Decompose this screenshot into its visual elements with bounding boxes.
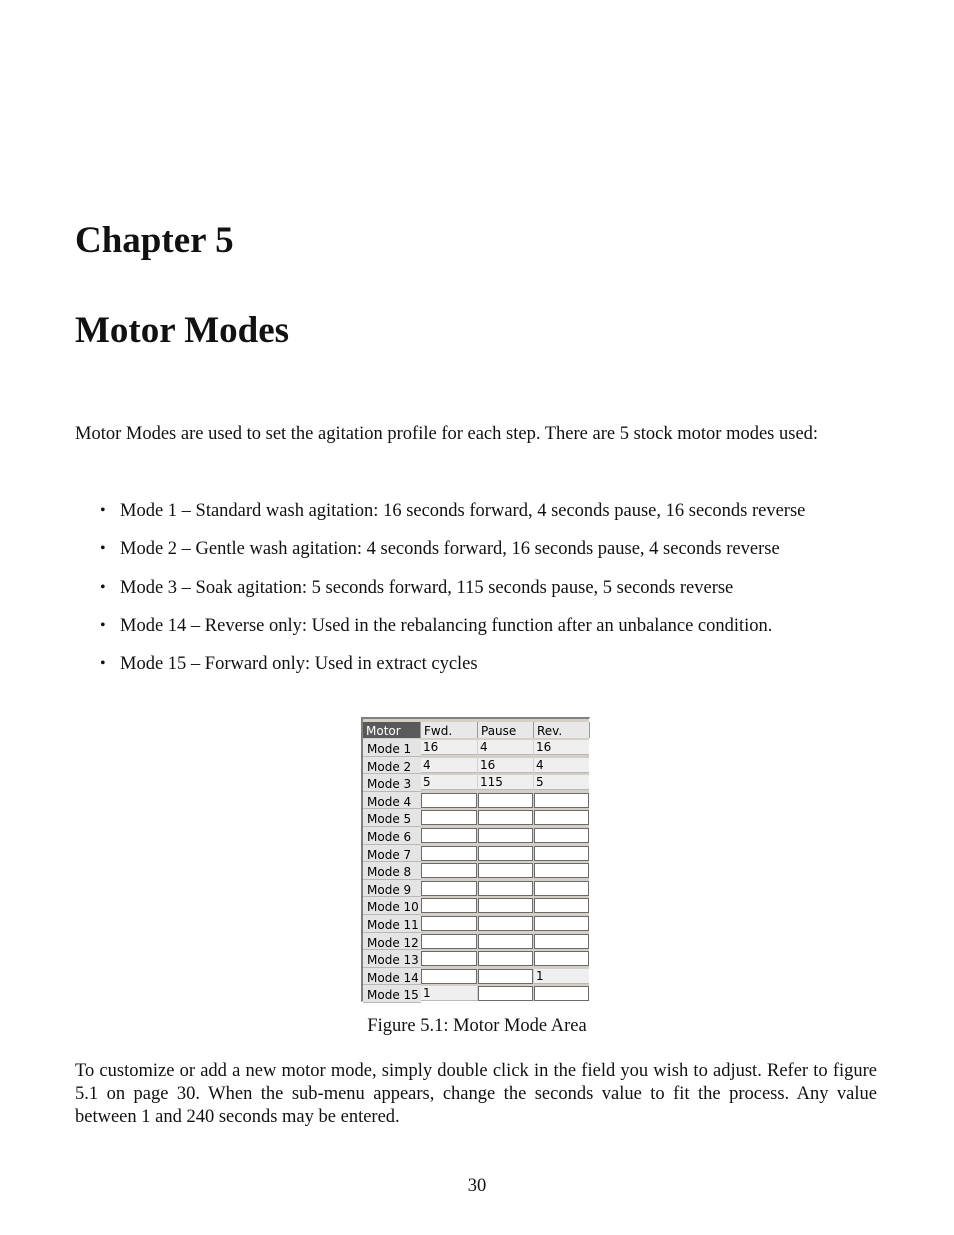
fwd-cell[interactable]	[421, 810, 477, 825]
pause-cell[interactable]	[478, 810, 533, 825]
grid-header-row	[363, 722, 590, 738]
row-label: Mode 3	[363, 774, 421, 792]
pause-cell[interactable]	[478, 969, 533, 984]
figure-caption: Figure 5.1: Motor Mode Area	[367, 1016, 587, 1036]
fwd-cell[interactable]: 1	[421, 986, 477, 1001]
row-label: Mode 6	[363, 827, 421, 845]
header-pause: Pause	[478, 722, 534, 738]
rev-cell[interactable]	[534, 986, 589, 1001]
table-row	[363, 862, 590, 880]
table-row	[363, 968, 590, 986]
table-row	[363, 809, 590, 827]
row-label: Mode 14	[363, 968, 421, 986]
fwd-cell[interactable]	[421, 898, 477, 913]
list-item-text: Mode 3 – Soak agitation: 5 seconds forward, 115 seconds pause, 5 seconds reverse	[120, 577, 734, 598]
pause-cell[interactable]	[478, 986, 533, 1001]
chapter-label: Chapter 5	[75, 220, 234, 261]
row-label: Mode 11	[363, 915, 421, 933]
header-fwd: Fwd.	[421, 722, 478, 738]
row-label: Mode 8	[363, 862, 421, 880]
fwd-cell[interactable]	[421, 863, 477, 878]
row-label: Mode 15	[363, 985, 421, 1003]
fwd-cell[interactable]: 16	[421, 740, 477, 755]
row-label: Mode 9	[363, 880, 421, 898]
table-row	[363, 845, 590, 863]
intro-paragraph: Motor Modes are used to set the agitation profile for each step. There are 5 stock motor modes used:	[75, 424, 819, 444]
table-row	[363, 792, 590, 810]
page-number: 30	[467, 1176, 487, 1196]
pause-cell[interactable]: 115	[478, 775, 533, 790]
row-label: Mode 7	[363, 845, 421, 863]
pause-cell[interactable]	[478, 828, 533, 843]
rev-cell[interactable]	[534, 863, 589, 878]
list-item	[100, 652, 890, 690]
rev-cell[interactable]: 4	[534, 758, 589, 773]
rev-cell[interactable]	[534, 916, 589, 931]
rev-cell[interactable]	[534, 951, 589, 966]
fwd-cell[interactable]	[421, 881, 477, 896]
pause-cell[interactable]	[478, 951, 533, 966]
rev-cell[interactable]	[534, 810, 589, 825]
fwd-cell[interactable]: 5	[421, 775, 477, 790]
list-item	[100, 499, 890, 537]
table-row	[363, 933, 590, 951]
pause-cell[interactable]	[478, 793, 533, 808]
rev-cell[interactable]	[534, 898, 589, 913]
rev-cell[interactable]	[534, 828, 589, 843]
list-item-text: Mode 15 – Forward only: Used in extract cycles	[120, 654, 478, 675]
table-row	[363, 757, 590, 775]
rev-cell[interactable]	[534, 846, 589, 861]
fwd-cell[interactable]	[421, 793, 477, 808]
list-item	[100, 537, 890, 575]
bullet-icon: •	[100, 655, 106, 673]
bullet-icon: •	[100, 540, 106, 558]
rev-cell[interactable]	[534, 793, 589, 808]
rev-cell[interactable]: 1	[534, 969, 589, 984]
table-row	[363, 739, 590, 757]
list-item	[100, 576, 890, 614]
pause-cell[interactable]: 16	[478, 758, 533, 773]
list-item-text: Mode 14 – Reverse only: Used in the rebalancing function after an unbalance condition.	[120, 615, 773, 636]
bullet-icon: •	[100, 616, 106, 634]
pause-cell[interactable]	[478, 846, 533, 861]
fwd-cell[interactable]	[421, 916, 477, 931]
motor-mode-grid	[361, 717, 590, 1002]
row-label: Mode 2	[363, 757, 421, 775]
row-label: Mode 4	[363, 792, 421, 810]
list-item	[100, 614, 890, 652]
rev-cell[interactable]: 16	[534, 740, 589, 755]
table-row	[363, 774, 590, 792]
fwd-cell[interactable]	[421, 934, 477, 949]
pause-cell[interactable]	[478, 863, 533, 878]
fwd-cell[interactable]	[421, 828, 477, 843]
row-label: Mode 1	[363, 739, 421, 757]
fwd-cell[interactable]	[421, 951, 477, 966]
row-label: Mode 10	[363, 897, 421, 915]
bullet-icon: •	[100, 502, 106, 519]
fwd-cell[interactable]	[421, 846, 477, 861]
table-row	[363, 950, 590, 968]
instructions-paragraph: To customize or add a new motor mode, simply double click in the field you wish to adjust. Refer to figure 5.1 on page 30. When the sub-menu appears, change the seconds value to fit the process. Any value between 1 and 240 seconds may be entered.	[75, 1061, 877, 1127]
table-row	[363, 827, 590, 845]
row-label: Mode 5	[363, 809, 421, 827]
row-label: Mode 13	[363, 950, 421, 968]
chapter-title: Motor Modes	[75, 310, 290, 351]
table-row	[363, 985, 590, 1003]
fwd-cell[interactable]	[421, 969, 477, 984]
bullet-icon: •	[100, 578, 106, 596]
list-item-text: Mode 2 – Gentle wash agitation: 4 seconds forward, 16 seconds pause, 4 seconds reverse	[120, 539, 780, 560]
header-rev: Rev.	[534, 722, 590, 738]
pause-cell[interactable]: 4	[478, 740, 533, 755]
motor-mode-list	[100, 499, 890, 690]
pause-cell[interactable]	[478, 881, 533, 896]
fwd-cell[interactable]: 4	[421, 758, 477, 773]
table-row	[363, 880, 590, 898]
row-label: Mode 12	[363, 933, 421, 951]
rev-cell[interactable]: 5	[534, 775, 589, 790]
header-motor: Motor	[363, 722, 421, 738]
table-row	[363, 915, 590, 933]
table-row	[363, 897, 590, 915]
rev-cell[interactable]	[534, 934, 589, 949]
pause-cell[interactable]	[478, 898, 533, 913]
list-item-text: Mode 1 – Standard wash agitation: 16 seconds forward, 4 seconds pause, 16 seconds reverse	[120, 501, 806, 521]
pause-cell[interactable]	[478, 916, 533, 931]
rev-cell[interactable]	[534, 881, 589, 896]
pause-cell[interactable]	[478, 934, 533, 949]
